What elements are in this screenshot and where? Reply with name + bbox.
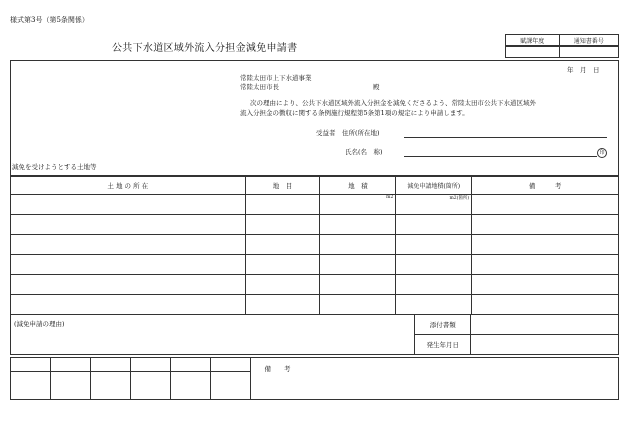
remarks-cell[interactable]	[472, 295, 619, 315]
reduction-area-cell[interactable]	[396, 215, 472, 235]
office-use-cell[interactable]	[11, 358, 51, 372]
land-location-cell[interactable]	[11, 275, 246, 295]
body-line-1: 次の理由により、公共下水道区域外流入分担金を減免くださるよう、常陸太田市公共下水道区域外	[250, 99, 536, 107]
office-use-cell[interactable]	[11, 372, 51, 400]
office-use-cell[interactable]	[210, 372, 250, 400]
recipient-line-2: 常陸太田市長	[240, 83, 279, 91]
table-row	[11, 275, 619, 295]
header-land-category: 地 目	[272, 182, 293, 190]
office-use-cell[interactable]	[170, 358, 210, 372]
remarks-cell[interactable]	[472, 235, 619, 255]
land-location-cell[interactable]	[11, 295, 246, 315]
land-category-cell[interactable]	[245, 195, 320, 215]
occurrence-date-field[interactable]	[471, 335, 619, 355]
land-table-header-row	[11, 177, 619, 195]
header-land-area: 地 積	[348, 182, 368, 190]
bottom-remarks-label: 備 考	[264, 365, 291, 373]
land-area-cell[interactable]	[320, 295, 396, 315]
reason-field[interactable]	[11, 315, 415, 355]
land-area-cell[interactable]	[320, 275, 396, 295]
land-location-cell[interactable]	[11, 195, 246, 215]
land-section-caption: 減免を受けようとする土地等	[12, 163, 97, 171]
land-category-cell[interactable]	[245, 235, 320, 255]
top-right-value-boxes	[505, 46, 619, 58]
form-number: 様式第3号（第5条関係）	[10, 16, 89, 24]
table-row	[11, 255, 619, 275]
table-row	[11, 195, 619, 215]
remarks-cell[interactable]	[472, 255, 619, 275]
office-use-cell[interactable]	[50, 358, 90, 372]
unit-m2: m2	[386, 195, 394, 200]
occurrence-date-label: 発生年月日	[426, 341, 460, 349]
land-location-cell[interactable]	[11, 255, 246, 275]
assessment-year-field[interactable]	[506, 47, 560, 58]
assessment-year-label: 賦課年度	[520, 37, 545, 45]
top-right-boxes	[505, 34, 619, 46]
reduction-area-cell[interactable]	[396, 235, 472, 255]
land-location-cell[interactable]	[11, 235, 246, 255]
land-area-cell[interactable]	[320, 195, 396, 215]
reason-label: (減免申請の理由)	[14, 320, 65, 328]
land-category-cell[interactable]	[245, 275, 320, 295]
office-use-cell[interactable]	[210, 358, 250, 372]
header-remarks: 備 考	[528, 182, 562, 190]
attachments-label: 添付書類	[429, 321, 456, 329]
unit-m2-places: m2(箇所)	[449, 196, 470, 201]
header-land-location: 土 地 の 所 在	[107, 182, 149, 190]
reason-section	[10, 314, 619, 355]
land-area-cell[interactable]	[320, 215, 396, 235]
office-use-cell[interactable]	[130, 358, 170, 372]
applicant-name-label: 氏名(名 称)	[345, 148, 383, 156]
date-label: 年 月 日	[567, 66, 600, 74]
notice-number-label: 通知書番号	[573, 37, 604, 45]
applicant-section	[10, 60, 619, 176]
land-category-cell[interactable]	[245, 295, 320, 315]
attachments-field[interactable]	[471, 315, 619, 335]
remarks-cell[interactable]	[472, 275, 619, 295]
land-category-cell[interactable]	[245, 215, 320, 235]
remarks-cell[interactable]	[472, 215, 619, 235]
office-use-cell[interactable]	[90, 358, 130, 372]
bottom-remarks-field[interactable]	[250, 358, 618, 400]
notice-number-field[interactable]	[559, 47, 618, 58]
seal-mark-icon: 印	[597, 148, 607, 158]
address-underline[interactable]	[404, 137, 607, 138]
body-line-2: 流入分担金の徴収に関する条例施行規程第5条第1項の規定により申請します。	[240, 109, 469, 117]
form-title: 公共下水道区域外流入分担金減免申請書	[112, 43, 298, 54]
land-area-cell[interactable]	[320, 235, 396, 255]
office-use-section	[10, 357, 619, 400]
remarks-cell[interactable]	[472, 195, 619, 215]
applicant-address-label: 受益者 住所(所在地)	[316, 129, 380, 137]
table-row	[11, 215, 619, 235]
table-row	[11, 295, 619, 315]
header-reduction-area: 減免申請地積(箇所)	[407, 183, 461, 190]
land-category-cell[interactable]	[245, 255, 320, 275]
table-row	[11, 235, 619, 255]
land-table	[10, 176, 619, 315]
land-area-cell[interactable]	[320, 255, 396, 275]
name-underline[interactable]	[404, 156, 597, 157]
office-use-cell[interactable]	[90, 372, 130, 400]
reduction-area-cell[interactable]	[396, 275, 472, 295]
office-use-cell[interactable]	[170, 372, 210, 400]
reduction-area-cell[interactable]	[396, 255, 472, 275]
recipient-line-1: 常陸太田市上下水道事業	[240, 74, 312, 82]
land-location-cell[interactable]	[11, 215, 246, 235]
honorific: 殿	[373, 83, 380, 91]
reduction-area-cell[interactable]	[396, 295, 472, 315]
office-use-cell[interactable]	[50, 372, 90, 400]
reduction-area-cell[interactable]	[396, 195, 472, 215]
office-use-cell[interactable]	[130, 372, 170, 400]
